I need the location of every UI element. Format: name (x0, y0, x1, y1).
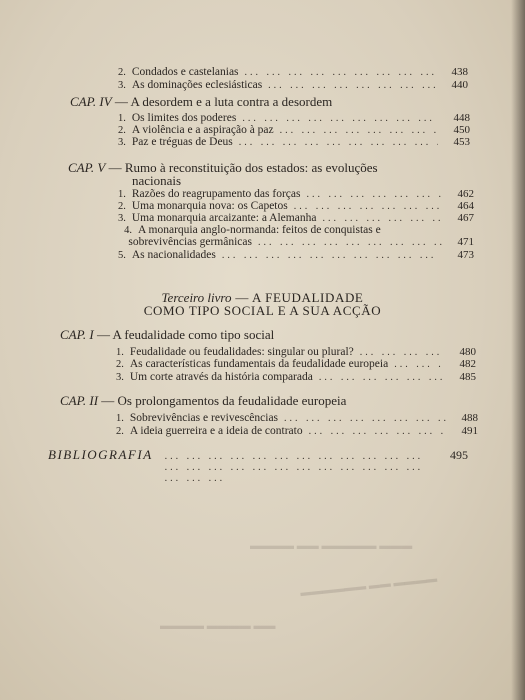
book-label: Terceiro livro (161, 290, 232, 305)
bibliography-page: 495 (450, 448, 468, 462)
leader-dots (268, 80, 436, 91)
show-through-text: ▬▬ ▬▬▬▬ ▬▬▬▬ (160, 620, 276, 632)
toc-entry (118, 249, 474, 263)
book-title-line1: — A FEUDALIDADE (235, 290, 364, 305)
chapter-title: — A desordem e a luta contra a desordem (114, 94, 333, 109)
chapter-title: — A feudalidade como tipo social (96, 327, 275, 342)
leader-dots (309, 426, 446, 437)
entry-number: 3. (116, 372, 124, 383)
entry-number: 2. (116, 426, 124, 437)
entry-title: Os limites dos poderes (131, 112, 237, 124)
entry-number: 2. (118, 125, 126, 136)
chapter-heading (70, 94, 332, 110)
entry-number: 3. (118, 80, 126, 91)
leader-dots (284, 413, 446, 424)
chapter-title-continued: nacionais (132, 173, 182, 188)
entry-page: 488 (461, 412, 478, 424)
leader-dots (322, 213, 442, 224)
entry-page: 438 (451, 66, 468, 78)
entry-number: 2. (118, 201, 126, 212)
entry-number: 4. (124, 225, 132, 236)
entry-number: 1. (118, 189, 126, 200)
chapter-heading (68, 160, 378, 176)
leader-dots (258, 237, 442, 248)
leader-dots (306, 189, 442, 200)
show-through-text: ▬▬▬ ▬▬▬▬▬ ▬▬ ▬▬▬▬ (250, 540, 413, 552)
entry-number: 3. (118, 213, 126, 224)
leader-dots (280, 125, 438, 136)
entry-title: As dominações eclesiásticas (131, 79, 263, 91)
leader-dots (319, 372, 444, 383)
entry-title: Uma monarquia nova: os Capetos (131, 200, 288, 212)
toc-entry (116, 358, 476, 372)
toc-entry (118, 136, 470, 150)
entry-number: 1. (116, 347, 124, 358)
chapter-heading (60, 327, 274, 343)
leader-dots (222, 250, 442, 261)
entry-number: 1. (116, 413, 124, 424)
entry-page: 473 (457, 249, 474, 261)
bibliography-entry (48, 447, 468, 484)
entry-title: sobrevivências germânicas (128, 236, 252, 248)
entry-number: 2. (116, 359, 124, 370)
entry-title: Condados e castelanias (131, 66, 239, 78)
chapter-label: CAP. II (60, 393, 99, 408)
entry-title: Paz e tréguas de Deus (131, 136, 233, 148)
show-through-text: ▬▬▬▬ ▬▬ ▬▬▬▬▬▬ (299, 572, 438, 600)
leader-dots (294, 201, 442, 212)
entry-title: Feudalidade ou feudalidades: singular ou plural? (129, 346, 354, 358)
toc-entry (116, 425, 478, 439)
chapter-label: CAP. IV (70, 94, 112, 109)
entry-page: 464 (457, 200, 474, 212)
chapter-label: CAP. V (68, 160, 106, 175)
entry-page: 450 (453, 124, 470, 136)
entry-title: A monarquia anglo-normanda: feitos de conquistas e (138, 224, 381, 236)
entry-title: As nacionalidades (131, 249, 216, 261)
entry-page: 462 (457, 188, 474, 200)
entry-title: Um corte através da história comparada (129, 371, 313, 383)
entry-title: Razões do reagrupamento das forças (131, 188, 301, 200)
book-title-line2: COMO TIPO SOCIAL E A SUA ACÇÃO (143, 303, 382, 318)
entry-number: 3. (118, 137, 126, 148)
entry-title: A ideia guerreira e a ideia de contrato (129, 425, 303, 437)
toc-entry (118, 79, 468, 93)
entry-title: As características fundamentais da feudalidade europeia (129, 358, 389, 370)
leader-dots (360, 347, 444, 358)
entry-title: Sobrevivências e revivescências (129, 412, 279, 424)
toc-entry (118, 66, 468, 80)
entry-number: 1. (118, 113, 126, 124)
entry-title: Uma monarquia arcaizante: a Alemanha (131, 212, 317, 224)
entry-page: 485 (459, 371, 476, 383)
entry-page: 453 (453, 136, 470, 148)
bibliography-label: BIBLIOGRAFIA (48, 447, 153, 462)
entry-page: 471 (457, 236, 474, 248)
leader-dots (165, 451, 430, 484)
entry-title: A violência e a aspiração à paz (131, 124, 274, 136)
toc-entry (116, 371, 476, 385)
chapter-label: CAP. I (60, 327, 94, 342)
leader-dots (394, 359, 444, 370)
toc-entry (116, 412, 478, 426)
entry-page: 480 (459, 346, 476, 358)
toc-entry (118, 236, 474, 250)
chapter-title: — Rumo à reconstituição dos estados: as evoluções (108, 160, 378, 175)
entry-number: 2. (118, 67, 126, 78)
leader-dots (245, 67, 436, 78)
entry-page: 482 (459, 358, 476, 370)
leader-dots (242, 113, 438, 124)
chapter-title: — Os prolongamentos da feudalidade europeia (101, 393, 347, 408)
entry-page: 491 (461, 425, 478, 437)
page-edge-shadow (511, 0, 525, 700)
entry-page: 440 (451, 79, 468, 91)
chapter-heading (60, 393, 346, 409)
entry-page: 467 (457, 212, 474, 224)
entry-number: 5. (118, 250, 126, 261)
leader-dots (239, 137, 438, 148)
entry-page: 448 (453, 112, 470, 124)
